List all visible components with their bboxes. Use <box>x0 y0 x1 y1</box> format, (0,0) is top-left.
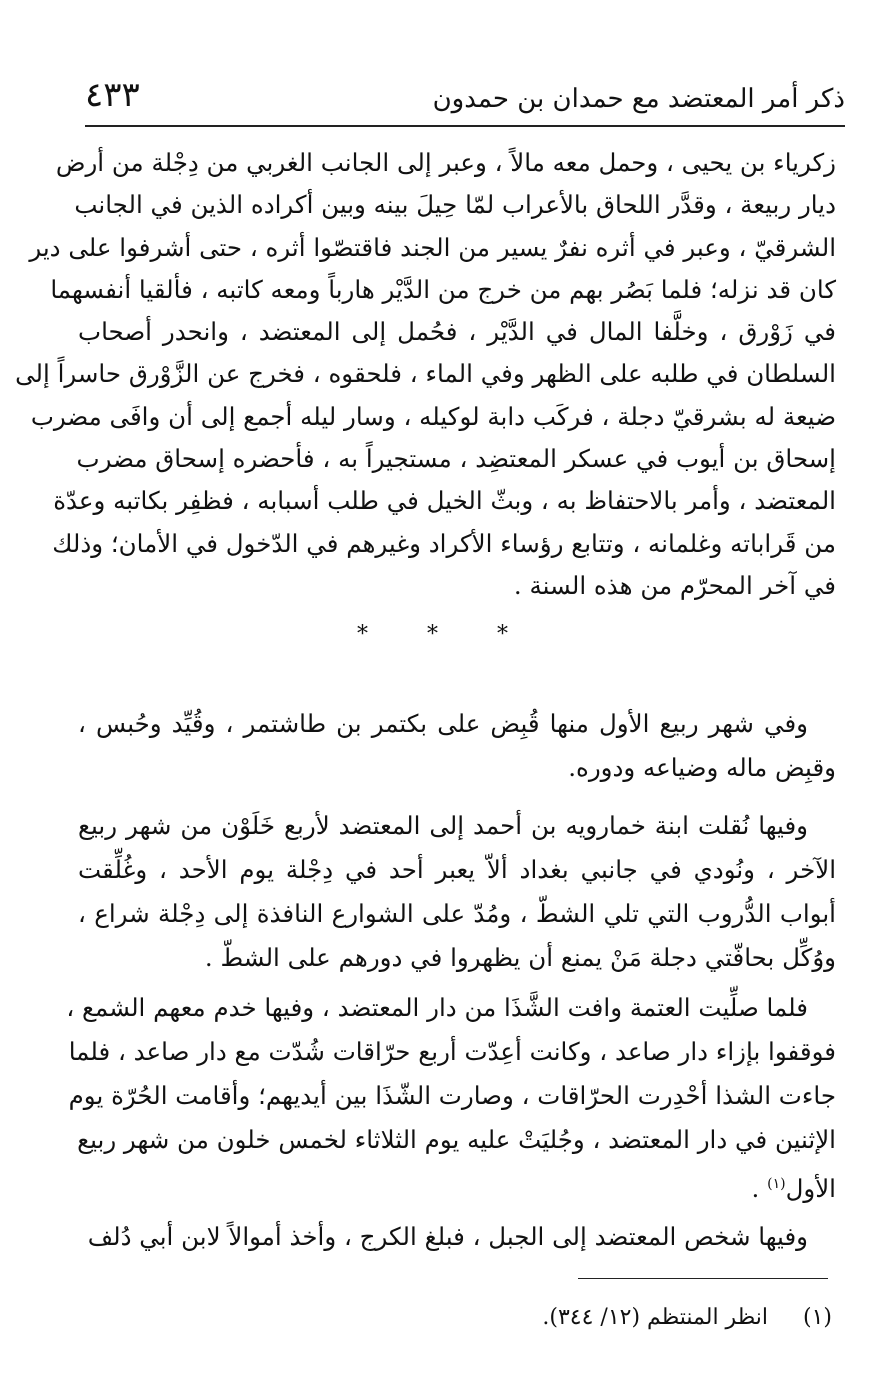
text-line: إسحاق بن أيوب في عسكر المعتضِد ، مستجيراً به ، فأحضره إسحاق مضرب <box>76 444 836 474</box>
text-line: في آخر المحرّم من هذه السنة . <box>513 570 836 600</box>
page-number: ٤٣٣ <box>85 75 140 115</box>
paragraph <box>78 1215 836 1259</box>
footnote-text: انظر المنتظم (١٢/ ٣٤٤). <box>542 1305 768 1330</box>
text-line <box>78 1162 836 1211</box>
text-line: فوقفوا بإزاء دار صاعد ، وكانت أعِدّت أربع حرّاقات شُدّت مع دار صاعد ، فلما <box>68 1037 836 1066</box>
paragraph <box>78 804 836 980</box>
text-line: وفي شهر ربيع الأول منها قُبِض على بكتمر بن طاشتمر ، وقُيِّد وحُبس ، <box>78 709 808 738</box>
text-line: في زَوْرق ، وخلَّفا المال في الدَّيْر ، فحُمل إلى المعتضد ، وانحدر أصحاب <box>78 317 836 347</box>
page-header <box>85 72 845 126</box>
text-line: زكرياء بن يحيى ، وحمل معه مالاً ، وعبر إلى الجانب الغربي من دِجْلة من أرض <box>55 148 836 177</box>
text-line: الآخر ، ونُودي في جانبي بغداد ألاّ يعبر أحد في دِجْلة يوم الأحد ، وغُلِّقت <box>78 855 836 884</box>
text-fragment: الأول <box>785 1174 836 1204</box>
section-separator: * * * <box>357 622 534 647</box>
text-line: فلما صلِّيت العتمة وافت الشَّذَا من دار المعتضد ، وفيها خدم معهم الشمع ، <box>66 993 808 1022</box>
text-line: جاءت الشذا أحْدِرت الحرّاقات ، وصارت الشّذَا بين أيديهم؛ وأقامت الحُرّة يوم <box>68 1081 836 1110</box>
footnote-rule <box>578 1278 828 1279</box>
footnote <box>400 1302 832 1334</box>
text-fragment: . <box>751 1174 768 1204</box>
paragraph <box>78 702 836 790</box>
text-line: كان قد نزله؛ فلما بَصُر بهم من خرج من الدَّيْر هارباً ومعه كاتبه ، فألقيا أنفسهما <box>50 274 836 304</box>
text-line: ووُكِّل بحافّتي دجلة مَنْ يمنع أن يظهروا في دورهم على الشطّ . <box>204 943 836 972</box>
footnote-marker: (١) <box>802 1305 832 1330</box>
text-line: الشرقيّ ، وعبر في أثره نفرٌ يسير من الجند فاقتصّوا أثره ، حتى أشرفوا على دير <box>29 232 836 262</box>
text-line: الإثنين في دار المعتضد ، وجُليَتْ عليه يوم الثلاثاء لخمس خلون من شهر ربيع <box>77 1125 836 1154</box>
footnote-reference[interactable]: (١) <box>767 1176 786 1192</box>
text-line: ديار ربيعة ، وقدَّر اللحاق بالأعراب لمّا حِيلَ بينه وبين أكراده الذين في الجانب <box>74 190 836 220</box>
header-rule <box>85 125 845 127</box>
text-line: وفيها نُقلت ابنة خمارويه بن أحمد إلى المعتضد لأربع خَلَوْن من شهر ربيع <box>78 811 808 840</box>
text-line: وفيها شخص المعتضد إلى الجبل ، فبلغ الكرج ، وأخذ أموالاً لابن أبي دُلف <box>87 1222 808 1251</box>
text-line: المعتضد ، وأمر بالاحتفاظ به ، وبثّ الخيل في طلب أسبابه ، فظفِر بكاتبه وعدّة <box>53 486 836 516</box>
text-line: ضيعة له بشرقيّ دجلة ، فركَب دابة لوكيله ، وسار ليله أجمع إلى أن وافَى مضرب <box>30 401 836 431</box>
running-title: ذكر أمر المعتضد مع حمدان بن حمدون <box>432 84 845 114</box>
text-line: السلطان في طلبه على الظهر وفي الماء ، فلحقوه ، فخرج عن الزَّوْرق حاسراً إلى <box>15 359 836 389</box>
text-line: وقبِض ماله وضياعه ودوره. <box>568 753 836 782</box>
section1-paragraph <box>15 142 836 607</box>
paragraph <box>66 986 836 1211</box>
text-line: أبواب الدُّروب التي تلي الشطّ ، ومُدّ على الشوارع النافذة إلى دِجْلة شراع ، <box>78 899 836 928</box>
text-line: من قَراباته وغلمانه ، وتتابع رؤساء الأكراد وغيرهم في الدّخول في الأمان؛ وذلك <box>52 528 836 558</box>
